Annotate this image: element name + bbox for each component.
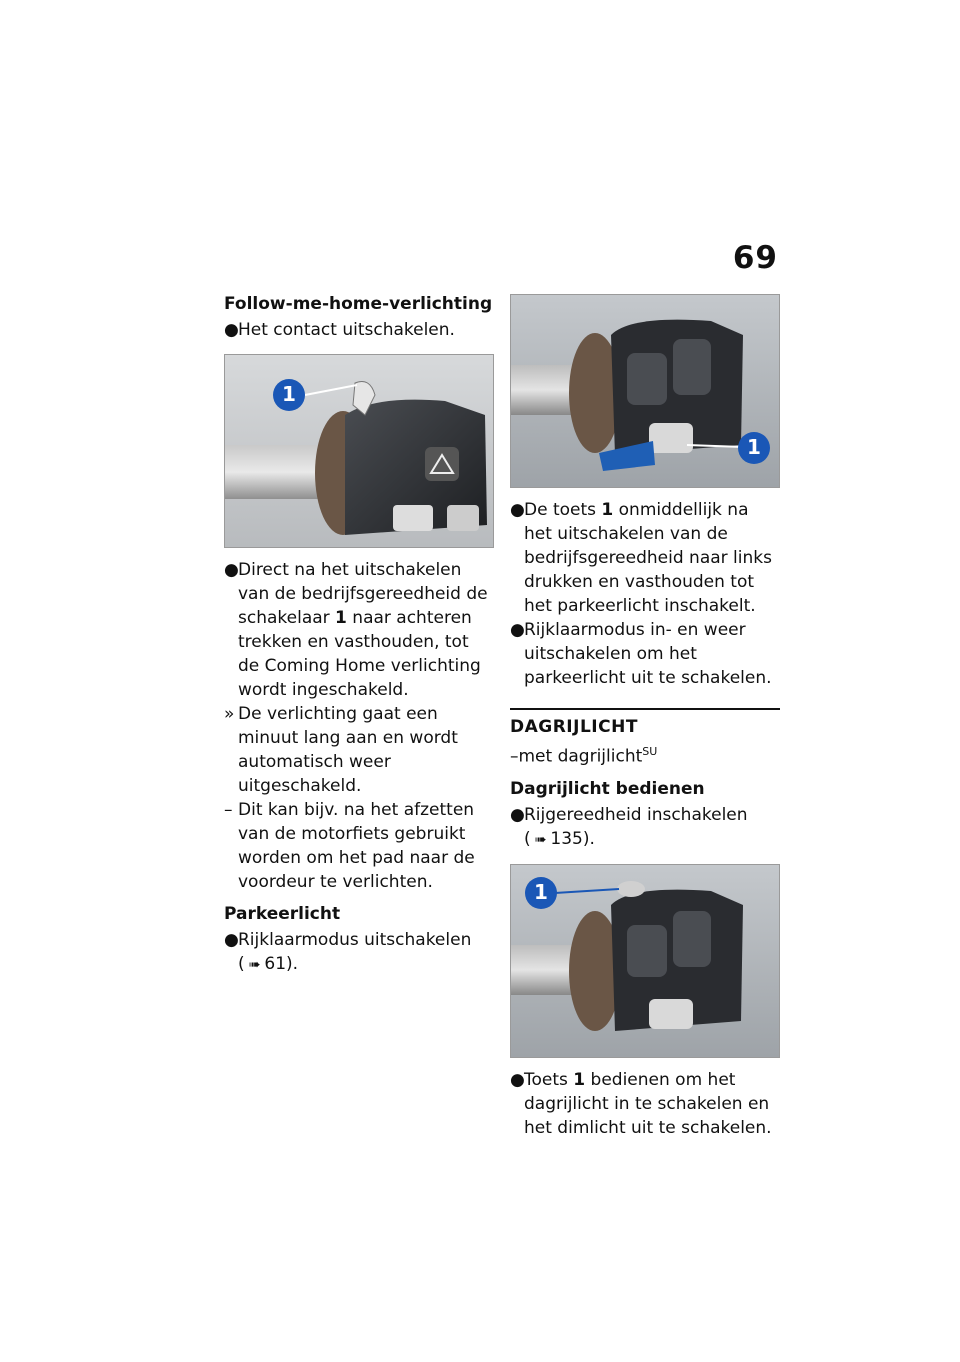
- bullet-pull-switch: ● Direct na het uitschakelen van de bedrijfsgereedheid de schakelaar 1 naar achteren trekken en vasthouden, tot de Coming Home verlichting wordt ingeschakeld.: [224, 560, 488, 700]
- bullet-marker: ●: [224, 560, 239, 580]
- option-code: SU: [642, 745, 658, 758]
- bullet-marker: ●: [510, 620, 525, 640]
- page-number: 69: [732, 240, 778, 276]
- bullet-marker: ●: [224, 320, 239, 340]
- page-reference-icon: ➠: [248, 957, 261, 973]
- result-light-on: » De verlichting gaat een minuut lang aan en wordt automatisch weer uitgeschakeld.: [224, 704, 458, 796]
- page-reference-icon: ➠: [534, 831, 547, 848]
- section-header: [510, 708, 780, 740]
- dash-usage-note: – Dit kan bijv. na het afzetten van de motorfiets gebruikt worden om het pad naar de voordeur te verlichten.: [224, 800, 475, 892]
- section-title-dagrijlicht: DAGRIJLICHT: [510, 717, 638, 737]
- left-column: [224, 292, 494, 977]
- result-marker: »: [224, 704, 235, 724]
- callout-number: 1: [747, 435, 761, 459]
- bullet-marker: ●: [510, 500, 525, 520]
- bullet-marker: ●: [510, 804, 525, 825]
- bullet-press-button-drl: ● Toets 1 bedienen om het dagrijlicht in te schakelen en het dimlicht uit te schakelen.: [510, 1069, 772, 1138]
- bullet-press-button: ● De toets 1 onmiddellijk na het uitschakelen van de bedrijfsgereedheid naar links drukken en vasthouden tot het parkeerlicht inschakelt.: [510, 500, 772, 616]
- page-reference[interactable]: 135).: [550, 828, 595, 849]
- bullet-toggle-ride-mode: ● Rijklaarmodus in- en weer uitschakelen om het parkeerlicht uit te schakelen.: [510, 620, 772, 688]
- handlebar-switch-photo-right-bottom: [510, 864, 780, 1058]
- page-reference[interactable]: 61).: [264, 954, 299, 974]
- bullet-ignition-on: ● Rijgereedheid inschakelen ( ➠ 135).: [510, 803, 780, 852]
- bullet-marker: ●: [224, 930, 239, 950]
- switch-illustration: [225, 355, 493, 547]
- handlebar-switch-photo-left: [224, 354, 494, 548]
- heading-dagrijlicht-bedienen: Dagrijlicht bedienen: [510, 778, 705, 799]
- bullet-marker: ●: [510, 1069, 525, 1090]
- right-column: [510, 292, 780, 1140]
- switch-illustration: [511, 295, 779, 487]
- bullet-ride-mode-off: ● Rijklaarmodus uitschakelen ( ➠ 61).: [224, 928, 494, 977]
- dash-marker: –: [224, 800, 233, 820]
- heading-parkeerlicht: Parkeerlicht: [224, 904, 341, 924]
- heading-follow-me-home: Follow-me-home-verlichting: [224, 294, 493, 314]
- equipment-note: –met dagrijlicht$^{SU}$: [510, 745, 658, 767]
- bullet-contact-off: ● Het contact uitschakelen.: [224, 320, 455, 340]
- callout-number: 1: [282, 382, 296, 406]
- handlebar-switch-photo-right-top: [510, 294, 780, 488]
- callout-number: 1: [534, 879, 548, 904]
